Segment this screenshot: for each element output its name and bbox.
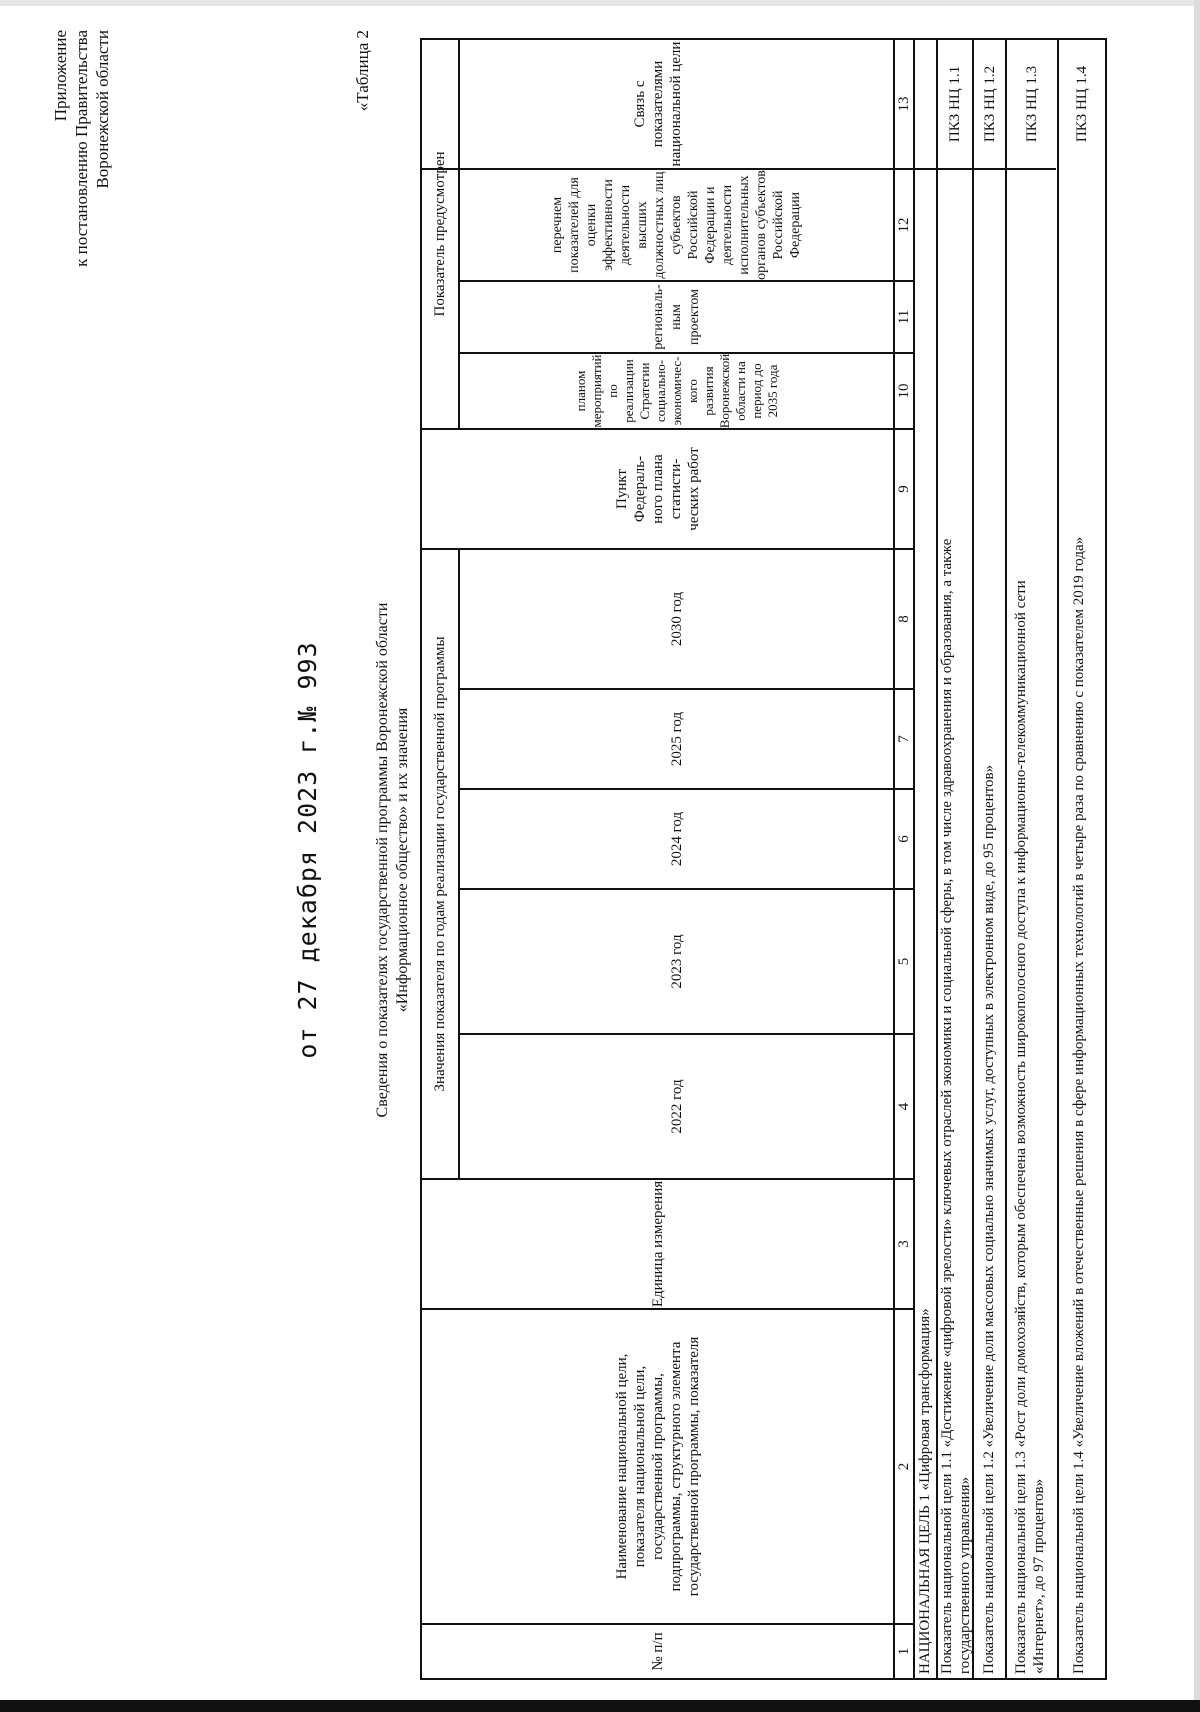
table-border-left <box>420 1678 1107 1680</box>
col-number-2: 2 <box>896 1462 912 1471</box>
col-number-4: 4 <box>896 1102 912 1111</box>
col-number-1: 1 <box>896 1647 912 1656</box>
header-year-2025: 2025 год <box>668 711 685 767</box>
header-col-unit: Единица измерения <box>649 1180 666 1308</box>
header-year-2023: 2023 год <box>668 934 685 989</box>
header-col-fpsr: Пункт Федераль- ного плана статисти- ческих работ <box>613 447 702 531</box>
document-title <box>373 330 413 1390</box>
table-label: «Таблица 2 <box>353 30 372 112</box>
appendix-block <box>50 30 113 390</box>
row-line <box>1057 40 1059 1680</box>
indicator-row-1 <box>938 176 974 1674</box>
col-number-12: 12 <box>896 217 912 233</box>
header-group-values: Значения показателя по годам реализации государственной программы <box>432 636 448 1092</box>
col-number-5: 5 <box>896 957 912 966</box>
indicator-text: Показатель национальной цели 1.4 «Увеличение вложений в отечественные решения в сфере информационных технологий в четыре раза по сравнению с показателем 2019 года» <box>1071 536 1087 1674</box>
table-border-bottom <box>1105 40 1107 1680</box>
col-number-7: 7 <box>896 735 912 743</box>
numbers-row-line <box>913 40 915 1680</box>
col-number-10: 10 <box>896 383 912 399</box>
col-number-13: 13 <box>896 96 912 112</box>
col-number-8: 8 <box>896 615 912 623</box>
appendix-line: Приложение <box>51 30 70 122</box>
appendix-line: Воронежской области <box>93 30 112 189</box>
indicator-code: ПКЗ НЦ 1.3 <box>1024 65 1040 143</box>
row-line <box>1005 40 1007 1680</box>
title-line: Сведения о показателях государственной программы Воронежской области <box>374 602 391 1118</box>
indicator-text: Показатель национальной цели 1.1 «Достижение «цифровой зрелости» ключевых отраслей экономики и социальной сферы, в том числе здравоохранения и образования, а также <box>939 538 955 1674</box>
header-col-number: № п/п <box>649 1632 666 1671</box>
header-col-link: Связь с показателями национальной цели <box>631 41 684 167</box>
document-page <box>8 10 1188 1690</box>
indicator-code: ПКЗ НЦ 1.1 <box>947 65 963 143</box>
header-year-2030: 2030 год <box>668 591 685 647</box>
section-title: НАЦИОНАЛЬНАЯ ЦЕЛЬ 1 «Цифровая трансформация» <box>917 1308 933 1674</box>
header-group-provided: Показатель предусмотрен <box>432 151 448 317</box>
col-number-9: 9 <box>896 485 912 493</box>
header-col-regional: региональ- ным проектом <box>650 284 702 350</box>
scan-edge-right <box>1194 0 1200 1712</box>
header-col-plan: планом мероприятий по реализации Стратегии социально- экономичес- кого развития Воронежской области на период до 2035 года <box>572 353 780 429</box>
indicator-text: «Интернет», до 97 процентов» <box>1031 1478 1047 1674</box>
header-year-2022: 2022 год <box>668 1079 685 1134</box>
indicator-code: ПКЗ НЦ 1.2 <box>981 65 998 143</box>
indicator-text: Показатель национальной цели 1.3 «Рост доли домохозяйств, которым обеспечена возможность широкополосного доступа к информационно-телекоммуникационной сети <box>1013 580 1029 1674</box>
title-line: «Информационное общество» и их значения <box>394 707 411 1013</box>
appendix-line: к постановлению Правительства <box>72 30 91 267</box>
indicator-row-2 <box>980 176 998 1674</box>
indicator-text: Показатель национальной цели 1.2 «Увеличение доли массовых социально значимых услуг, доступных в электронном виде, до 95 процентов» <box>981 764 997 1674</box>
header-year-2024: 2024 год <box>668 811 685 867</box>
col-number-6: 6 <box>896 835 912 843</box>
indicator-code: ПКЗ НЦ 1.4 <box>1074 65 1090 143</box>
indicator-row-3 <box>1012 176 1048 1674</box>
scan-edge-top <box>0 0 1200 6</box>
header-col-list-text: перечнем показателей для оценки эффективности деятельности высших должностных лиц субъектов Российской Федерации и деятельности исполнительных органов субъектов Российской Федерации <box>550 170 803 280</box>
col-number-3: 3 <box>896 1240 912 1248</box>
decree-date: от 27 декабря 2023 г.№ 993 <box>293 641 322 1059</box>
indicator-text: государственного управления» <box>957 1476 973 1674</box>
scan-edge-bottom <box>0 1700 1200 1712</box>
indicator-row-4 <box>1070 176 1088 1674</box>
header-col-name: Наименование национальной цели, показателя национальной цели, государственной программы, подпрограммы, структурного элемента государственной программы, показателя <box>613 1336 702 1597</box>
col-number-11: 11 <box>896 309 912 325</box>
